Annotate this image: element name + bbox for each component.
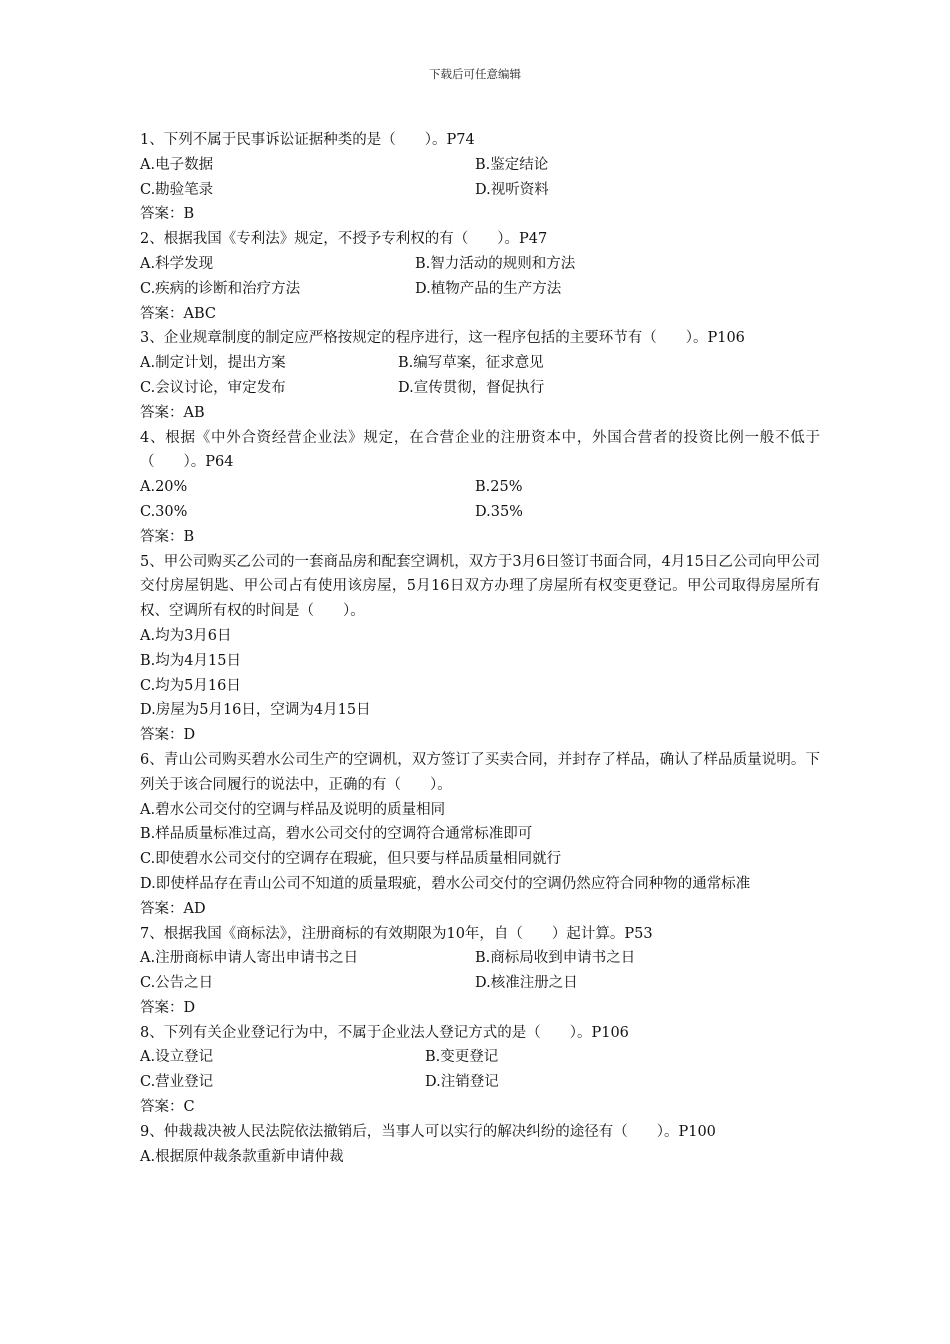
option-a: A.注册商标申请人寄出申请书之日 [140, 950, 359, 967]
option-a: A.科学发现 [140, 255, 214, 272]
option-d: D.35% [475, 503, 523, 520]
option-a: A.根据原仲裁条款重新申请仲裁 [140, 1148, 344, 1165]
option-c: C.会议讨论，审定发布 [140, 379, 286, 396]
answer: 答案：AD [140, 900, 206, 917]
question-2 [140, 227, 820, 326]
option-c: C.均为5月16日 [140, 677, 241, 694]
option-b: B.25% [475, 479, 523, 496]
question-stem: 6、青山公司购买碧水公司生产的空调机，双方签订了买卖合同，并封存了样品，确认了样品质量说明。下列关于该合同履行的说法中，正确的有（ ）。 [140, 751, 820, 793]
option-b: B.鉴定结论 [475, 156, 549, 173]
answer: 答案：D [140, 999, 196, 1016]
option-c: C.30% [140, 503, 188, 520]
question-stem: 4、根据《中外合资经营企业法》规定，在合营企业的注册资本中，外国合营者的投资比例一般不低于（ ）。P64 [140, 429, 820, 471]
option-a: A.均为3月6日 [140, 627, 232, 644]
question-stem: 5、甲公司购买乙公司的一套商品房和配套空调机，双方于3月6日签订书面合同，4月15日乙公司向甲公司交付房屋钥匙、甲公司占有使用该房屋，5月16日双方办理了房屋所有权变更登记。甲公司取得房屋所有权、空调所有权的时间是（ ）。 [140, 553, 820, 620]
option-c: C.公告之日 [140, 975, 214, 992]
option-d: D.核准注册之日 [475, 975, 578, 992]
option-a: A.设立登记 [140, 1049, 214, 1066]
option-b: B.编写草案，征求意见 [398, 355, 544, 372]
question-8 [140, 1021, 820, 1120]
answer: 答案：B [140, 206, 195, 223]
question-stem: 3、企业规章制度的制定应严格按规定的程序进行，这一程序包括的主要环节有（ ）。P106 [140, 330, 745, 347]
question-1 [140, 128, 820, 227]
question-stem: 7、根据我国《商标法》，注册商标的有效期限为10年，自（ ）起计算。P53 [140, 925, 653, 942]
answer: 答案：AB [140, 404, 205, 421]
option-b: B.商标局收到申请书之日 [475, 950, 636, 967]
option-c: C.即使碧水公司交付的空调存在瑕疵，但只要与样品质量相同就行 [140, 851, 562, 868]
question-6 [140, 748, 820, 922]
option-a: A.电子数据 [140, 156, 214, 173]
option-d: D.房屋为5月16日，空调为4月15日 [140, 702, 371, 719]
question-5 [140, 550, 820, 748]
question-stem: 8、下列有关企业登记行为中，不属于企业法人登记方式的是（ ）。P106 [140, 1024, 629, 1041]
option-d: D.视听资料 [475, 181, 549, 198]
question-4 [140, 426, 820, 550]
question-stem: 2、根据我国《专利法》规定，不授予专利权的有（ ）。P47 [140, 231, 548, 248]
question-list [140, 128, 820, 1169]
question-7 [140, 922, 820, 1021]
answer: 答案：C [140, 1099, 195, 1116]
page-header: 下载后可任意编辑 [429, 67, 521, 81]
option-d: D.宣传贯彻，督促执行 [398, 379, 545, 396]
answer: 答案：ABC [140, 305, 216, 322]
answer: 答案：D [140, 727, 196, 744]
question-stem: 9、仲裁裁决被人民法院依法撤销后，当事人可以实行的解决纠纷的途径有（ ）。P100 [140, 1123, 716, 1140]
option-a: A.碧水公司交付的空调与样品及说明的质量相同 [140, 801, 446, 818]
option-a: A.制定计划，提出方案 [140, 355, 286, 372]
option-c: C.疾病的诊断和治疗方法 [140, 280, 301, 297]
option-b: B.样品质量标准过高，碧水公司交付的空调符合通常标准即可 [140, 826, 533, 843]
option-d: D.注销登记 [425, 1074, 499, 1091]
option-d: D.即使样品存在青山公司不知道的质量瑕疵，碧水公司交付的空调仍然应符合同种物的通常标准 [140, 875, 751, 892]
option-b: B.均为4月15日 [140, 652, 241, 669]
question-3 [140, 326, 820, 425]
question-9 [140, 1120, 820, 1170]
option-a: A.20% [140, 479, 188, 496]
option-c: C.营业登记 [140, 1074, 214, 1091]
option-c: C.勘验笔录 [140, 181, 214, 198]
answer: 答案：B [140, 528, 195, 545]
option-b: B.变更登记 [425, 1049, 499, 1066]
question-stem: 1、下列不属于民事诉讼证据种类的是（ ）。P74 [140, 132, 475, 148]
option-d: D.植物产品的生产方法 [415, 280, 562, 297]
option-b: B.智力活动的规则和方法 [415, 255, 576, 272]
